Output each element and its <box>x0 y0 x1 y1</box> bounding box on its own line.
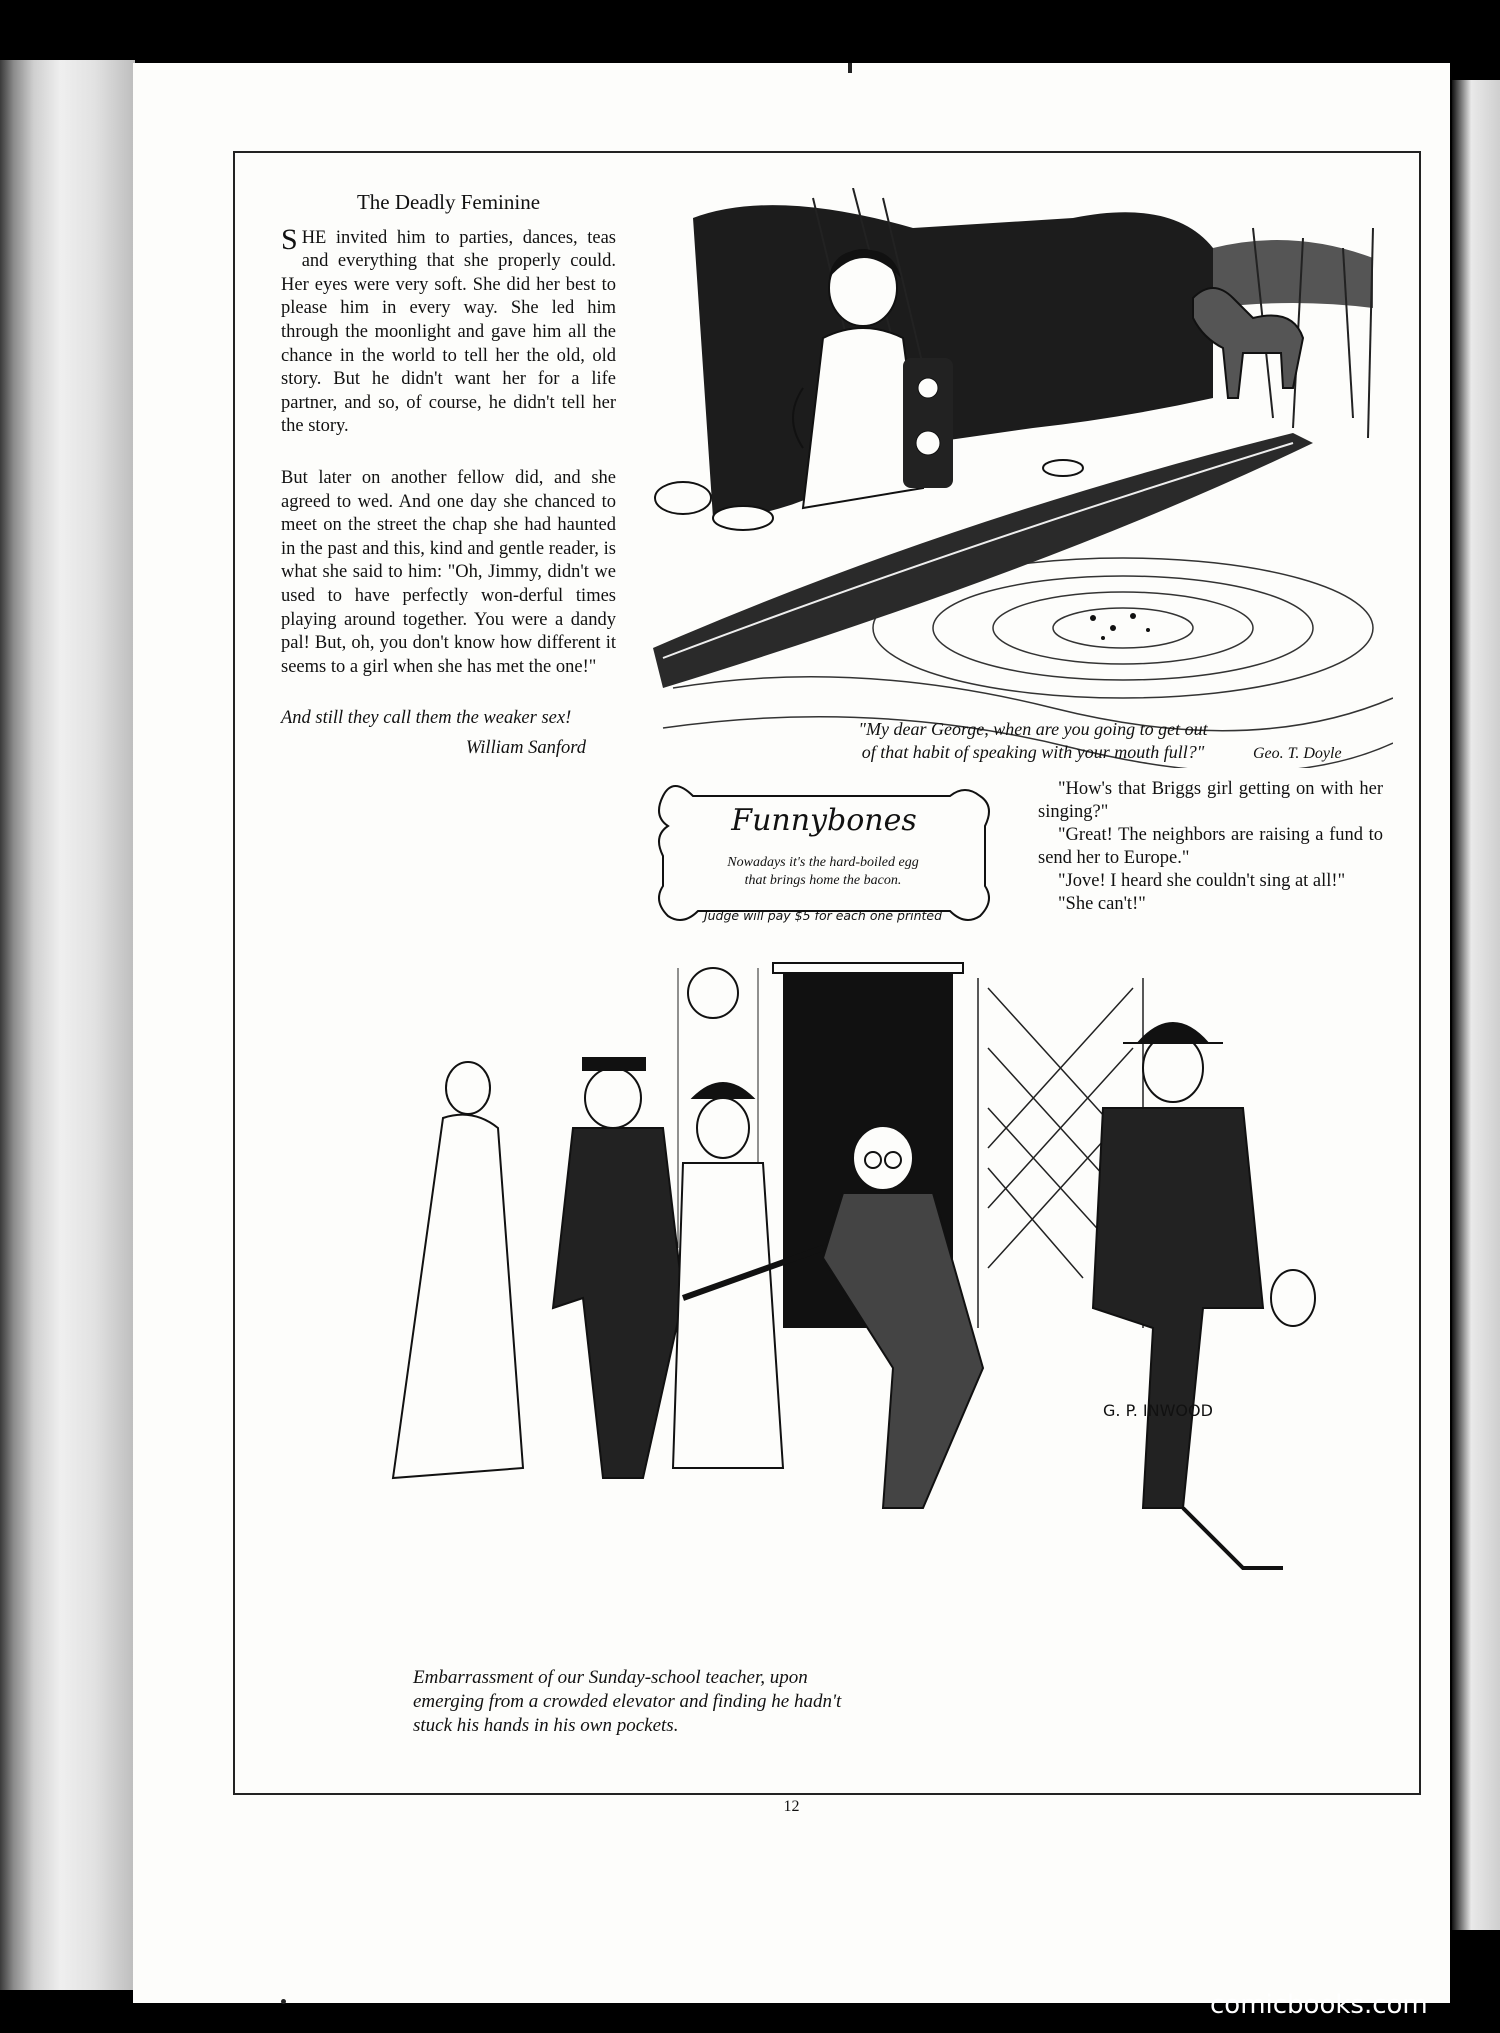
book-spine-left <box>0 60 135 1990</box>
briggs-joke <box>1038 778 1383 916</box>
page-number: 12 <box>783 1798 800 1815</box>
elevator-caption-line-1: Embarrassment of our Sunday-school teacher, upon <box>413 1667 808 1688</box>
funnybones-joke <box>673 854 973 890</box>
elevator-cartoon-caption <box>413 1666 1233 1738</box>
joke-line-1: "How's that Briggs girl getting on with her singing?" <box>1038 779 1383 822</box>
article-title: The Deadly Feminine <box>356 190 541 214</box>
canoe-cartoon-signature: Geo. T. Doyle <box>1253 745 1342 762</box>
drop-cap: S <box>281 222 298 256</box>
elevator-caption-line-2: emerging from a crowded elevator and finding he hadn't <box>413 1691 842 1712</box>
canoe-caption-line-1: "My dear George, when are you going to get out <box>858 719 1208 739</box>
funnybones-box <box>653 776 995 931</box>
canoe-cartoon-illustration <box>653 188 1393 768</box>
article-paragraph-1 <box>281 222 616 439</box>
article-paragraph-1-text: HE invited him to parties, dances, teas and everything that she properly could. Her eyes were very soft. She did her best to please him in every way. She led him through the moonlight and gave him all the chance in the world to tell her the old, old story. But he didn't want her for a life partner, and so, of course, he didn't tell her the story. <box>281 227 616 437</box>
funnybones-title: Funnybones <box>731 803 917 838</box>
article-column <box>281 191 616 760</box>
joke-line-4: "She can't!" <box>1058 894 1146 914</box>
magazine-page <box>133 63 1450 2003</box>
joke-line-3: "Jove! I heard she couldn't sing at all!" <box>1058 871 1346 891</box>
top-mark <box>848 63 852 73</box>
funnybones-footer: Judge will pay $5 for each one printed <box>703 908 943 923</box>
article-author: William Sanford <box>465 737 586 758</box>
page-speck <box>281 1999 286 2004</box>
joke-line-2: "Great! The neighbors are raising a fund to send her to Europe." <box>1038 825 1383 868</box>
funnybones-line-2: that brings home the bacon. <box>744 873 902 888</box>
book-edge-right <box>1452 80 1500 1930</box>
watermark: comicbooks.com <box>1210 1990 1428 2020</box>
article-closing: And still they call them the weaker sex! <box>281 708 572 729</box>
elevator-cartoon-illustration <box>283 948 1403 1738</box>
elevator-cartoon-signature: G. P. INWOOD <box>1103 1401 1213 1420</box>
funnybones-line-1: Nowadays it's the hard-boiled egg <box>727 855 919 870</box>
canoe-cartoon-caption <box>693 718 1373 764</box>
canoe-caption-line-2: of that habit of speaking with your mouth full?" <box>861 742 1205 762</box>
article-paragraph-2: But later on another fellow did, and she agreed to wed. And one day she chanced to meet on the street the chap she had haunted in the past and this, kind and gentle reader, is what she said to him: "Oh, Jimmy, didn't we used to have perfectly won-derful times playing around together. You were a dandy pal! But, oh, you don't know how different it seems to a girl when she has met the one!" <box>281 467 616 677</box>
elevator-caption-line-3: stuck his hands in his own pockets. <box>413 1715 679 1736</box>
